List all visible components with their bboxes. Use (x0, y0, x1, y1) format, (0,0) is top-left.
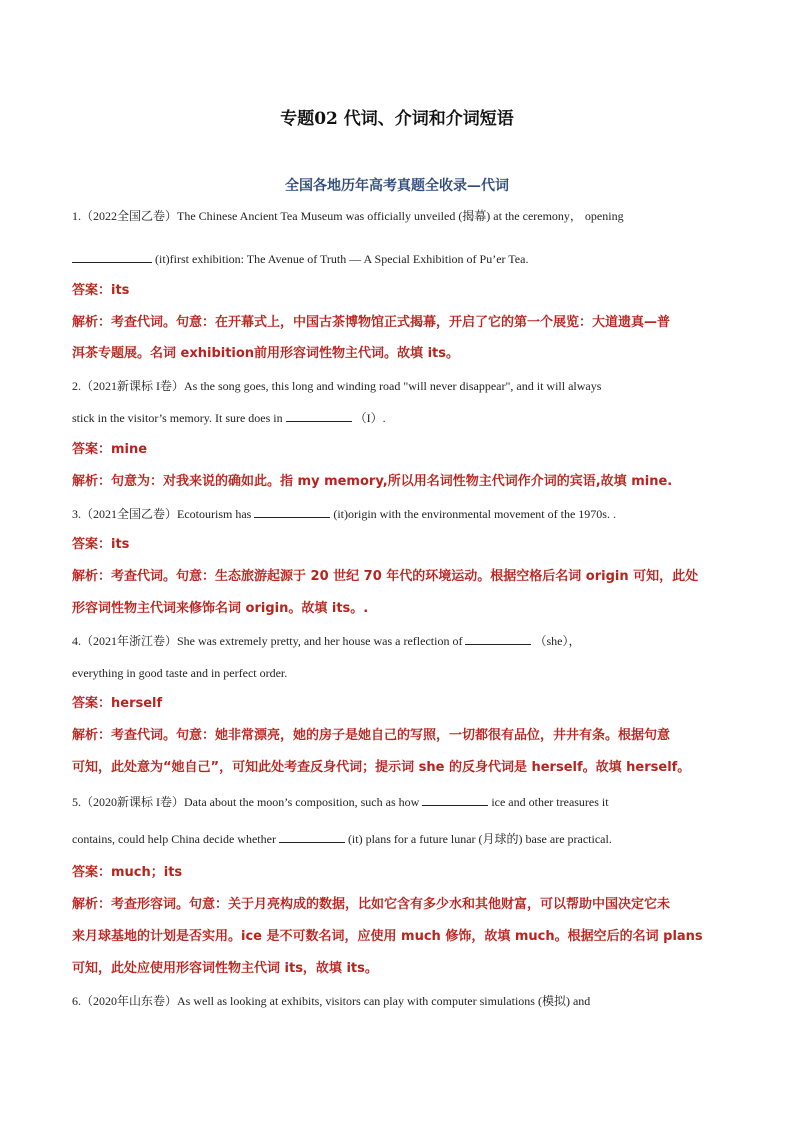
question-5-explanation-line-2: 来月球基地的计划是否实用。ice 是不可数名词，应使用 much 修饰，故填 much。根据空后的名词 plans (72, 929, 703, 944)
question-5-explanation-line-1: 解析：考查形容词。句意：关于月亮构成的数据，比如它含有多少水和其他财富，可以帮助中国决定它未 (72, 897, 671, 912)
page-title: 专题02 代词、介词和介词短语 (280, 109, 514, 129)
question-5-line-1: 5.（2020新课标 I卷）Data about the moon’s composition, such as how ice and other treasures it (72, 795, 609, 809)
question-3-line-1: 3.（2021全国乙卷）Ecotourism has (it)origin with the environmental movement of the 1970s. . (72, 507, 616, 521)
question-3-explanation-line-2: 形容词性物主代词来修饰名词 origin。故填 its。. (72, 601, 369, 616)
question-5-line-2: contains, could help China decide whether (it) plans for a future lunar (月球的) base are practical. (72, 832, 612, 846)
question-3-explanation-line-1: 解析：考查代词。句意：生态旅游起源于 20 世纪 70 年代的环境运动。根据空格后名词 origin 可知，此处 (72, 569, 699, 584)
question-2-answer: 答案：mine (72, 442, 148, 457)
question-4-line-2: everything in good taste and in perfect order. (72, 666, 288, 680)
question-1-answer: 答案：its (72, 283, 130, 298)
question-2-explanation-line-1: 解析：句意为：对我来说的确如此。指 my memory,所以用名词性物主代词作介词的宾语,故填 mine. (72, 474, 673, 489)
answer-blank (422, 793, 488, 806)
question-5-answer: 答案：much；its (72, 865, 183, 880)
question-6-line-1: 6.（2020年山东卷）As well as looking at exhibits, visitors can play with computer simulations (模拟) and (72, 994, 591, 1008)
question-4-answer: 答案：herself (72, 696, 163, 711)
answer-blank (465, 632, 531, 645)
section-subtitle: 全国各地历年高考真题全收录—代词 (285, 178, 509, 194)
question-5-explanation-line-3: 可知，此处应使用形容词性物主代词 its，故填 its。 (72, 961, 378, 976)
question-1-line-2: (it)first exhibition: The Avenue of Truth — A Special Exhibition of Pu’er Tea. (72, 250, 722, 268)
question-1-line-1: 1.（2022全国乙卷）The Chinese Ancient Tea Museum was officially unveiled (揭幕) at the ceremony， opening (72, 209, 624, 223)
question-1-explanation-line-1: 解析：考查代词。句意：在开幕式上，中国古茶博物馆正式揭幕，开启了它的第一个展览：大道遗真—普 (72, 315, 671, 330)
question-4-explanation-line-1: 解析：考查代词。句意：她非常漂亮，她的房子是她自己的写照，一切都很有品位，井井有条。根据句意 (72, 728, 671, 743)
answer-blank (286, 409, 352, 422)
question-4-explanation-line-2: 可知，此处意为“她自己”，可知此处考查反身代词；提示词 she 的反身代词是 herself。故填 herself。 (72, 760, 691, 775)
question-4-line-1: 4.（2021年浙江卷）She was extremely pretty, and her house was a reflection of （she）， (72, 634, 581, 648)
answer-blank (72, 250, 152, 263)
answer-blank (254, 505, 330, 518)
question-2-line-2: stick in the visitor’s memory. It sure does in （I）. (72, 411, 386, 425)
question-1-explanation-line-2: 洱茶专题展。名词 exhibition前用形容词性物主代词。故填 its。 (72, 346, 459, 361)
question-3-answer: 答案：its (72, 537, 130, 552)
answer-blank (279, 830, 345, 843)
question-2-line-1: 2.（2021新课标 I卷）As the song goes, this long and winding road "will never disappear", and it will always (72, 379, 602, 393)
